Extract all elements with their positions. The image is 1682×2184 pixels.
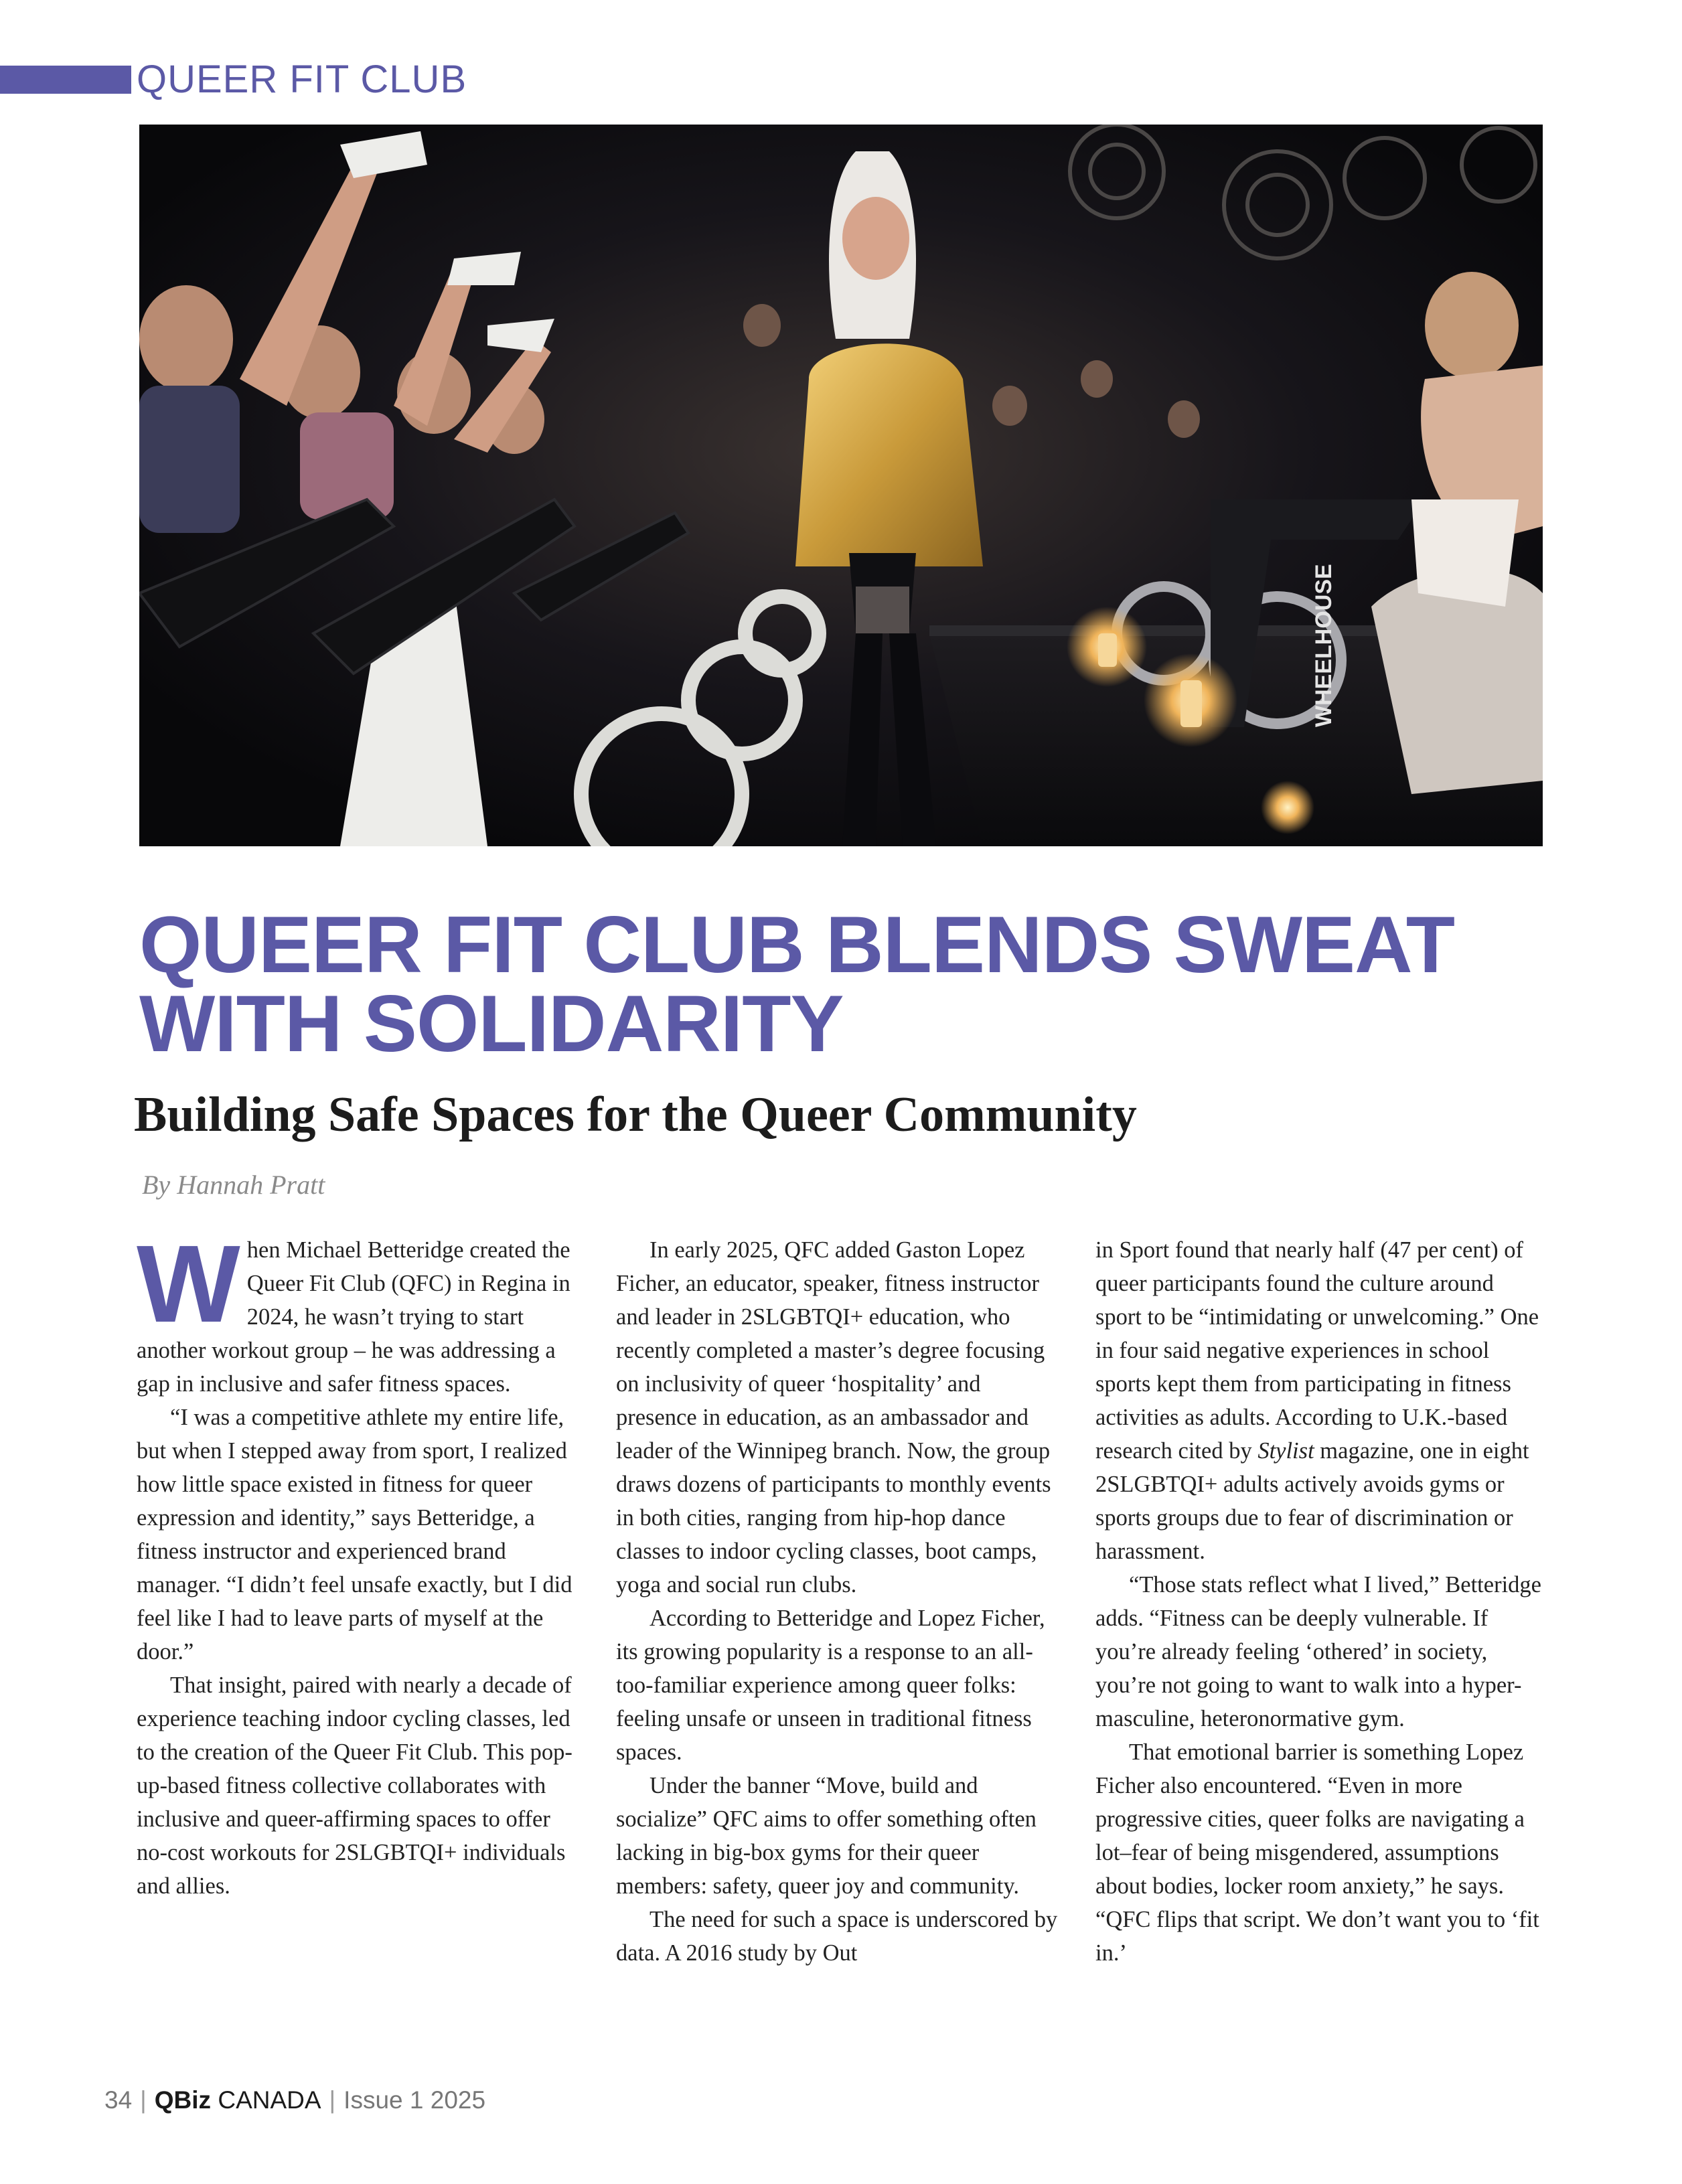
publication-name: Stylist xyxy=(1257,1438,1314,1464)
section-accent-bar xyxy=(0,66,131,94)
paragraph: Under the banner “Move, build and socialize” QFC aims to offer something often lacking in big-box gyms for their queer members: safety, queer joy and community. xyxy=(616,1773,1037,1899)
drop-cap: W xyxy=(137,1223,240,1345)
paragraph: In early 2025, QFC added Gaston Lopez Ficher, an educator, speaker, fitness instructor and leader in 2SLGBTQI+ education, who recently completed a master’s degree focusing on inclusivity of queer ‘hospitality’ and presence in education, as an ambassador and leader of the Winnipeg branch. Now, the group draws dozens of participants to monthly events in both cities, ranging from hip-hop dance classes to indoor cycling classes, boot camps, yoga and social run clubs. xyxy=(616,1237,1051,1597)
paragraph xyxy=(1095,1233,1543,1568)
magazine-brand-country: CANADA xyxy=(211,2086,321,2114)
text-column-3 xyxy=(1095,1233,1543,1970)
paragraph-text: magazine, one in eight 2SLGBTQI+ adults actively avoids gyms or sports groups due to fear of discrimination or harassment. xyxy=(1095,1438,1529,1564)
paragraph xyxy=(137,1223,584,1401)
page-number: 34 xyxy=(104,2086,133,2114)
article-headline xyxy=(139,900,1559,1069)
article-subhead: Building Safe Spaces for the Queer Community xyxy=(134,1087,1137,1142)
paragraph-text: hen Michael Betteridge created the Queer Fit Club (QFC) in Regina in 2024, he wasn’t trying to start another workout group – he was addressing a gap in inclusive and safer fitness spaces. xyxy=(137,1237,570,1397)
paragraph: “Those stats reflect what I lived,” Betteridge adds. “Fitness can be deeply vulnerable. If you’re already feeling ‘othered’ in society, you’re not going to want to walk into a hyper-masculine, heteronormative gym. xyxy=(1095,1572,1541,1731)
section-label: QUEER FIT CLUB xyxy=(137,58,467,101)
paragraph: That insight, paired with nearly a decade of experience teaching indoor cycling classes, led to the creation of the Queer Fit Club. This pop-up-based fitness collective collaborates with inclusive and queer-affirming spaces to offer no-cost workouts for 2SLGBTQI+ individuals and allies. xyxy=(137,1672,572,1899)
footer-separator: | xyxy=(140,2086,147,2114)
paragraph: That emotional barrier is something Lopez Ficher also encountered. “Even in more progressive cities, queer folks are navigating a lot–fear of being misgendered, assumptions about bodies, locker room anxiety,” he says. “QFC flips that script. We don’t want you to ‘fit in.’ xyxy=(1095,1739,1539,1966)
issue-label: Issue 1 2025 xyxy=(343,2086,486,2114)
paragraph: According to Betteridge and Lopez Ficher, its growing popularity is a response to an all-too-familiar experience among queer folks: feeling unsafe or unseen in traditional fitness spaces. xyxy=(616,1606,1045,1765)
article-photo xyxy=(139,125,1543,846)
paragraph: The need for such a space is underscored by data. A 2016 study by Out xyxy=(616,1907,1058,1966)
magazine-brand: QBiz xyxy=(154,2086,212,2114)
text-column-1 xyxy=(137,1223,584,1903)
footer-separator: | xyxy=(329,2086,336,2114)
text-column-2 xyxy=(616,1233,1063,1970)
headline-line-2: WITH SOLIDARITY xyxy=(139,979,844,1069)
byline: By Hannah Pratt xyxy=(142,1170,325,1200)
bike-brand-text: WHEELHOUSE xyxy=(1311,564,1336,727)
page-footer xyxy=(104,2084,485,2116)
paragraph: “I was a competitive athlete my entire life, but when I stepped away from sport, I realized how little space existed in fitness for queer expression and identity,” says Betteridge, a fitness instructor and experienced brand manager. “I didn’t feel unsafe exactly, but I did feel like I had to leave parts of myself at the door.” xyxy=(137,1405,572,1664)
paragraph-text: in Sport found that nearly half (47 per cent) of queer participants found the culture around sport to be “intimidating or unwelcoming.” One in four said negative experiences in school sports kept them from participating in fitness activities as adults. According to U.K.-based research cited by xyxy=(1095,1237,1539,1464)
headline-line-1: QUEER FIT CLUB BLENDS SWEAT xyxy=(139,900,1455,990)
